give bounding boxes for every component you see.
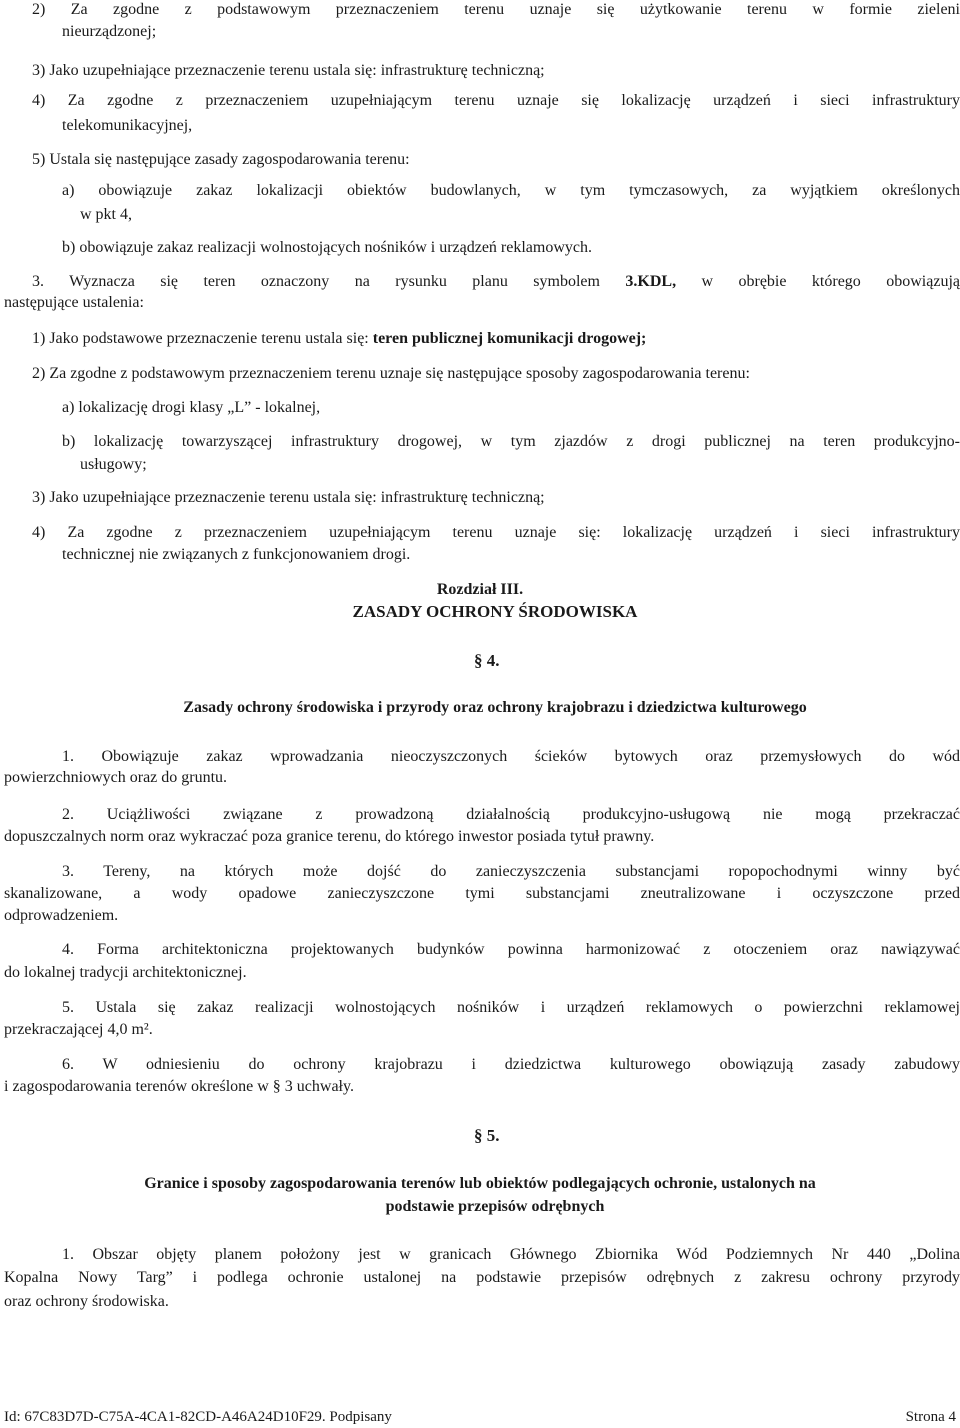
paragraph-line: b) lokalizację towarzyszącej infrastruktury drogowej, w tym zjazdów z drogi publicznej na teren produkcyjno- [62,433,960,450]
section-item: odprowadzeniem. [4,907,119,924]
section-heading: podstawie przepisów odrębnych [385,1198,605,1215]
page-footer [4,1408,956,1426]
paragraph-line: 3) Jako uzupełniające przeznaczenie terenu ustala się: infrastrukturę techniczną; [32,489,545,506]
symbol-label: 3.KDL, [625,273,677,290]
paragraph-line: 4) Za zgodne z przeznaczeniem uzupełniającym terenu uznaje się: lokalizację urządzeń i sieci infrastruktury [32,524,960,541]
chapter-title: ZASADY OCHRONY ŚRODOWISKA [352,602,638,621]
text-fragment: 1) Jako podstawowe przeznaczenie terenu ustala się: [32,330,373,347]
paragraph-line: 2) Za zgodne z podstawowym przeznaczeniem terenu uznaje się użytkowanie terenu w formie zieleni [32,1,960,18]
section-item: i zagospodarowania terenów określone w § 3 uchwały. [4,1078,354,1095]
paragraph-line: technicznej nie związanych z funkcjonowaniem drogi. [62,546,411,563]
section-item: przekraczającej 4,0 m². [4,1021,153,1038]
page-number: Strona 4 [905,1409,956,1425]
paragraph-line: nieurządzonej; [62,23,157,40]
paragraph-line: 4) Za zgodne z przeznaczeniem uzupełniającym terenu uznaje się lokalizację urządzeń i sieci infrastruktury [32,92,960,109]
paragraph-line: telekomunikacyjnej, [62,117,193,134]
paragraph-line: usługowy; [80,456,147,473]
paragraph-line: b) obowiązuje zakaz realizacji wolnostojących nośników i urządzeń reklamowych. [62,239,593,256]
section-item: 5. Ustala się zakaz realizacji wolnostojących nośników i urządzeń reklamowych o powierzchni reklamowej [62,999,960,1016]
paragraph-line: następujące ustalenia: [4,294,144,311]
section-item: do lokalnej tradycji architektonicznej. [4,964,247,981]
section-item: 1. Obszar objęty planem położony jest w granicach Głównego Zbiornika Wód Podziemnych Nr 440 „Dolina [62,1246,960,1263]
section-item: Kopalna Nowy Targ” i podlega ochronie ustalonej na podstawie przepisów odrębnych z zakresu ochrony przyrody [4,1269,960,1286]
chapter-number: Rozdział III. [436,581,524,598]
section-item: dopuszczalnych norm oraz wykraczać poza granice terenu, do którego inwestor posiada tytuł prawny. [4,828,655,845]
section-item: 2. Uciążliwości związane z prowadzoną działalnością produkcyjno-usługową nie mogą przekraczać [62,806,960,823]
bold-fragment: teren publicznej komunikacji drogowej; [372,330,647,347]
paragraph-line: 3) Jako uzupełniające przeznaczenie terenu ustala się: infrastrukturę techniczną; [32,62,545,79]
section-item: skanalizowane, a wody opadowe zanieczyszczone tymi substancjami zneutralizowane i oczyszczone przed [4,885,960,902]
section-heading: Granice i sposoby zagospodarowania terenów lub obiektów podlegających ochronie, ustalonych na [144,1175,816,1192]
section-item: oraz ochrony środowiska. [4,1293,169,1310]
section-item: 3. Tereny, na których może dojść do zanieczyszczenia substancjami ropopochodnymi winny być [62,863,960,880]
section-item: 6. W odniesieniu do ochrony krajobrazu i dziedzictwa kulturowego obowiązują zasady zabudowy [62,1056,960,1073]
paragraph-line: 2) Za zgodne z podstawowym przeznaczeniem terenu uznaje się następujące sposoby zagospodarowania terenu: [32,365,750,382]
section-item: powierzchniowych oraz do gruntu. [4,769,228,786]
section-item: 4. Forma architektoniczna projektowanych budynków powinna harmonizować z otoczeniem oraz nawiązywać [62,941,960,958]
paragraph-line: w pkt 4, [80,206,132,223]
paragraph-line [32,272,960,292]
paragraph-line: a) obowiązuje zakaz lokalizacji obiektów budowlanych, w tym tymczasowych, za wyjątkiem określonych [62,182,960,199]
paragraph-line: a) lokalizację drogi klasy „L” - lokalnej, [62,399,321,416]
document-id: Id: 67C83D7D-C75A-4CA1-82CD-A46A24D10F29. Podpisany [4,1409,392,1425]
section-heading: Zasady ochrony środowiska i przyrody oraz ochrony krajobrazu i dziedzictwa kulturowego [183,699,807,716]
paragraph-line [32,329,646,349]
text-fragment: 3. Wyznacza się teren oznaczony na rysunku planu symbolem [32,273,626,290]
section-mark: § 4. [474,651,500,670]
section-item: 1. Obowiązuje zakaz wprowadzania nieoczyszczonych ścieków bytowych oraz przemysłowych do wód [62,748,960,765]
paragraph-line: 5) Ustala się następujące zasady zagospodarowania terenu: [32,151,410,168]
section-mark: § 5. [474,1126,500,1145]
text-fragment: w obrębie którego obowiązują [676,273,960,290]
